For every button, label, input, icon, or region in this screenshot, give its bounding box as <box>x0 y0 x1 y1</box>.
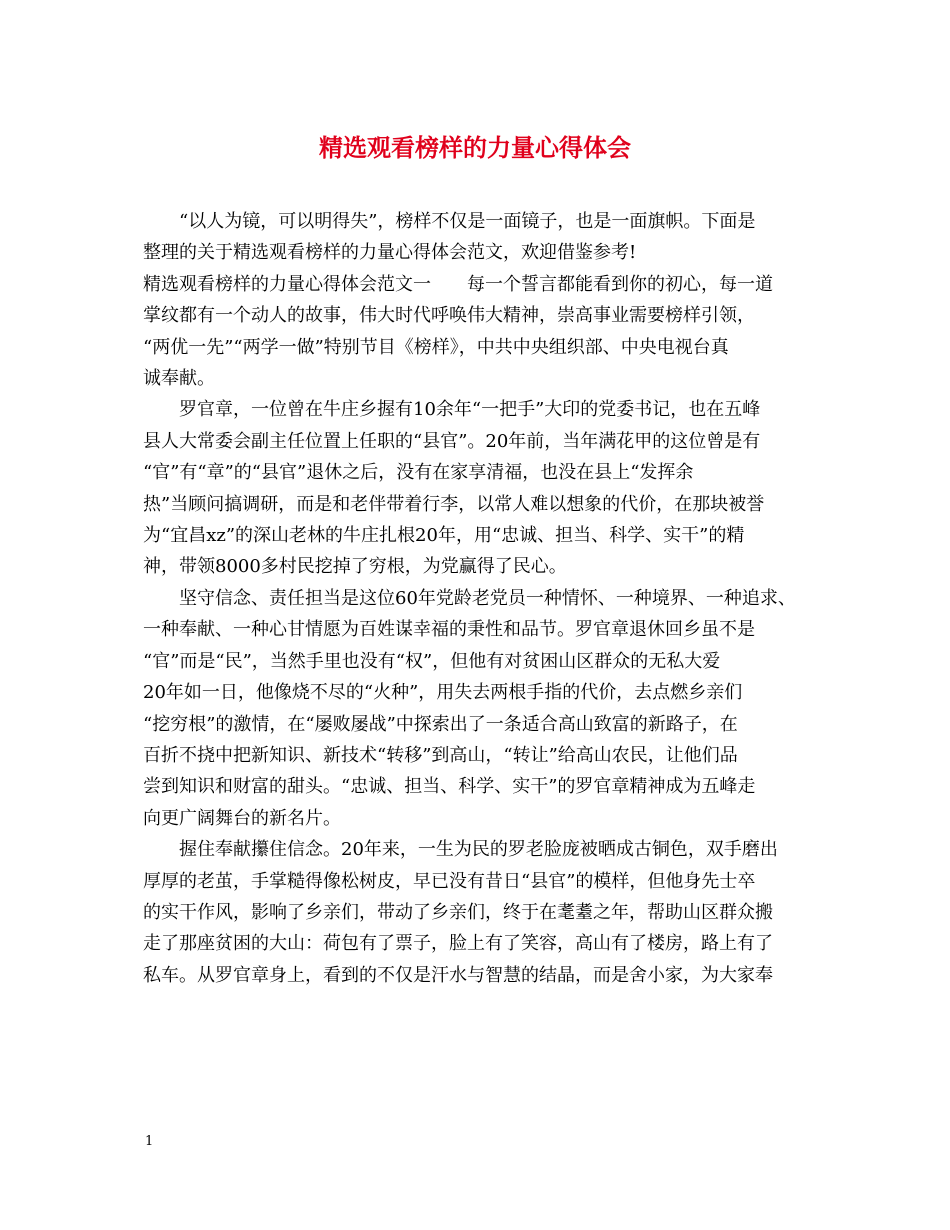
body-line: 尝到知识和财富的甜头。“忠诚、担当、科学、实干”的罗官章精神成为五峰走 <box>143 776 756 798</box>
body-line: 诚奉献。 <box>143 368 215 390</box>
page-number: 1 <box>145 1134 154 1149</box>
body-line: “两优一先”“两学一做”特别节目《榜样》，中共中央组织部、中央电视台真 <box>143 336 729 358</box>
body-line: 20年如一日，他像烧不尽的“火种”，用失去两根手指的代价，去点燃乡亲们 <box>143 682 743 704</box>
body-line: 坚守信念、责任担当是这位60年党龄老党员一种情怀、一种境界、一种追求、 <box>143 587 796 609</box>
body-line: “以人为镜，可以明得失”，榜样不仅是一面镜子，也是一面旗帜。下面是 <box>143 211 756 232</box>
body-line: 的实干作风，影响了乡亲们，带动了乡亲们，终于在耄耋之年，帮助山区群众搬 <box>143 901 773 923</box>
document-title: 精选观看榜样的力量心得体会 <box>319 133 631 162</box>
body-line: 百折不挠中把新知识、新技术“转移”到高山，“转让”给高山农民，让他们品 <box>143 744 738 766</box>
body-line: 罗官章，一位曾在牛庄乡握有10余年“一把手”大印的党委书记，也在五峰 <box>143 399 761 421</box>
body-line: 为“宜昌xz”的深山老林的牛庄扎根20年，用“忠诚、担当、科学、实干”的精 <box>143 525 745 547</box>
body-line: “官”而是“民”，当然手里也没有“权”，但他有对贫困山区群众的无私大爱 <box>143 650 721 672</box>
body-line: 私车。从罗官章身上，看到的不仅是汗水与智慧的结晶，而是舍小家，为大家奉 <box>143 964 773 986</box>
body-line: 掌纹都有一个动人的故事，伟大时代呼唤伟大精神，崇高事业需要榜样引领， <box>143 305 755 327</box>
body-line: 厚厚的老茧，手掌糙得像松树皮，早已没有昔日“县官”的模样，但他身先士卒 <box>143 870 756 892</box>
body-line: 神，带领8000多村民挖掉了穷根，为党赢得了民心。 <box>143 556 567 578</box>
body-line: 一种奉献、一种心甘情愿为百姓谋幸福的秉性和品节。罗官章退休回乡虽不是 <box>143 619 755 641</box>
body-line: 县人大常委会副主任位置上任职的“县官”。20年前，当年满花甲的这位曾是有 <box>143 430 761 452</box>
body-line: 整理的关于精选观看榜样的力量心得体会范文，欢迎借鉴参考! <box>143 242 637 264</box>
body-line: 热”当顾问搞调研，而是和老伴带着行李，以常人难以想象的代价，在那块被誉 <box>143 493 765 515</box>
body-line: “官”有“章”的“县官”退休之后，没有在家享清福，也没在县上“发挥余 <box>143 462 694 484</box>
body-line: “挖穷根”的激情，在“屡败屡战”中探索出了一条适合高山致富的新路子，在 <box>143 713 738 735</box>
body-line: 走了那座贫困的大山：荷包有了票子，脸上有了笑容，高山有了楼房，路上有了 <box>143 933 773 955</box>
document-body <box>143 206 813 991</box>
body-line: 握住奉献攥住信念。20年来，一生为民的罗老脸庞被晒成古铜色，双手磨出 <box>143 839 778 861</box>
body-line: 精选观看榜样的力量心得体会范文一 每一个誓言都能看到你的初心，每一道 <box>143 273 773 295</box>
body-line: 向更广阔舞台的新名片。 <box>143 807 341 829</box>
